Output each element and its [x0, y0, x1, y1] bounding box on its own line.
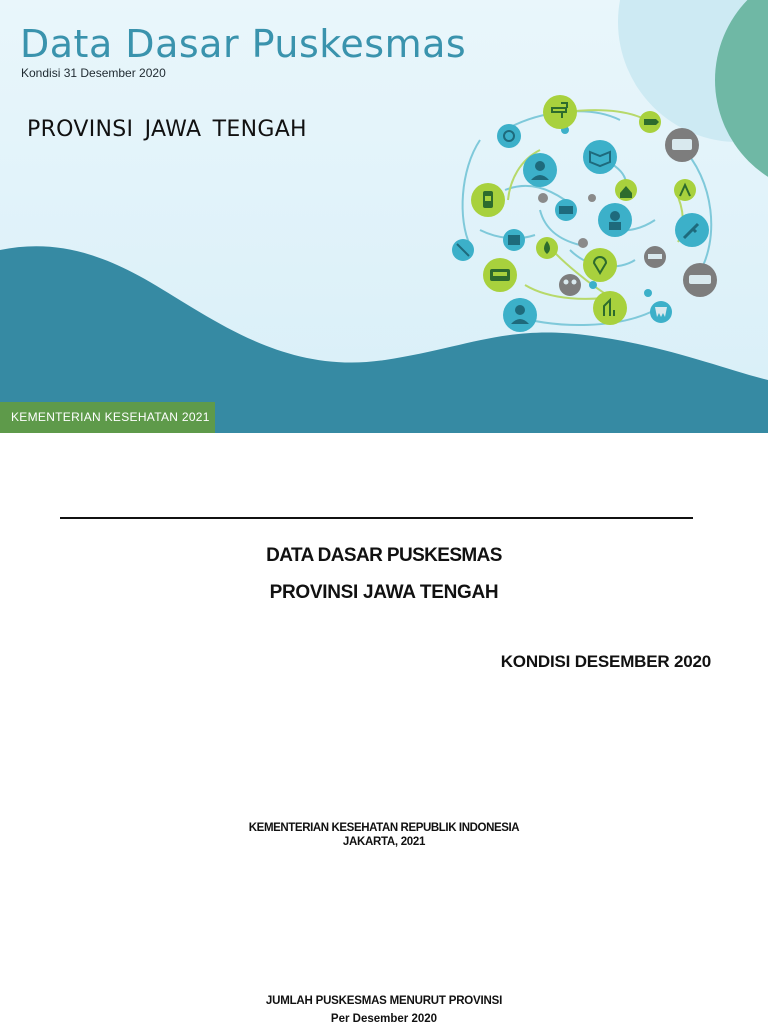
document-title: DATA DASAR PUSKESMAS — [266, 545, 502, 566]
cover-publisher-badge: KEMENTERIAN KESEHATAN 2021 — [0, 402, 215, 433]
family-icon — [559, 274, 581, 296]
document-place-year: JAKARTA, 2021 — [342, 836, 426, 848]
horizontal-rule — [60, 517, 693, 519]
document-subtitle: PROVINSI JAWA TENGAH — [269, 582, 499, 603]
cover-date: Kondisi 31 Desember 2020 — [21, 66, 166, 80]
next-page-heading: JUMLAH PUSKESMAS MENURUT PROVINSI — [265, 995, 503, 1007]
health-network-illustration — [440, 90, 740, 340]
stethoscope-icon — [497, 124, 521, 148]
next-page-subheading: Per Desember 2020 — [330, 1013, 438, 1024]
cover-banner — [0, 0, 768, 433]
cover-province: PROVINSI JAWA TENGAH — [27, 117, 307, 142]
cover-title: Data Dasar Puskesmas — [20, 22, 467, 66]
document-publisher: KEMENTERIAN KESEHATAN REPUBLIK INDONESIA — [248, 822, 520, 834]
location-pin-icon — [583, 248, 617, 282]
baby-icon — [674, 179, 696, 201]
document-condition: KONDISI DESEMBER 2020 — [500, 652, 711, 671]
